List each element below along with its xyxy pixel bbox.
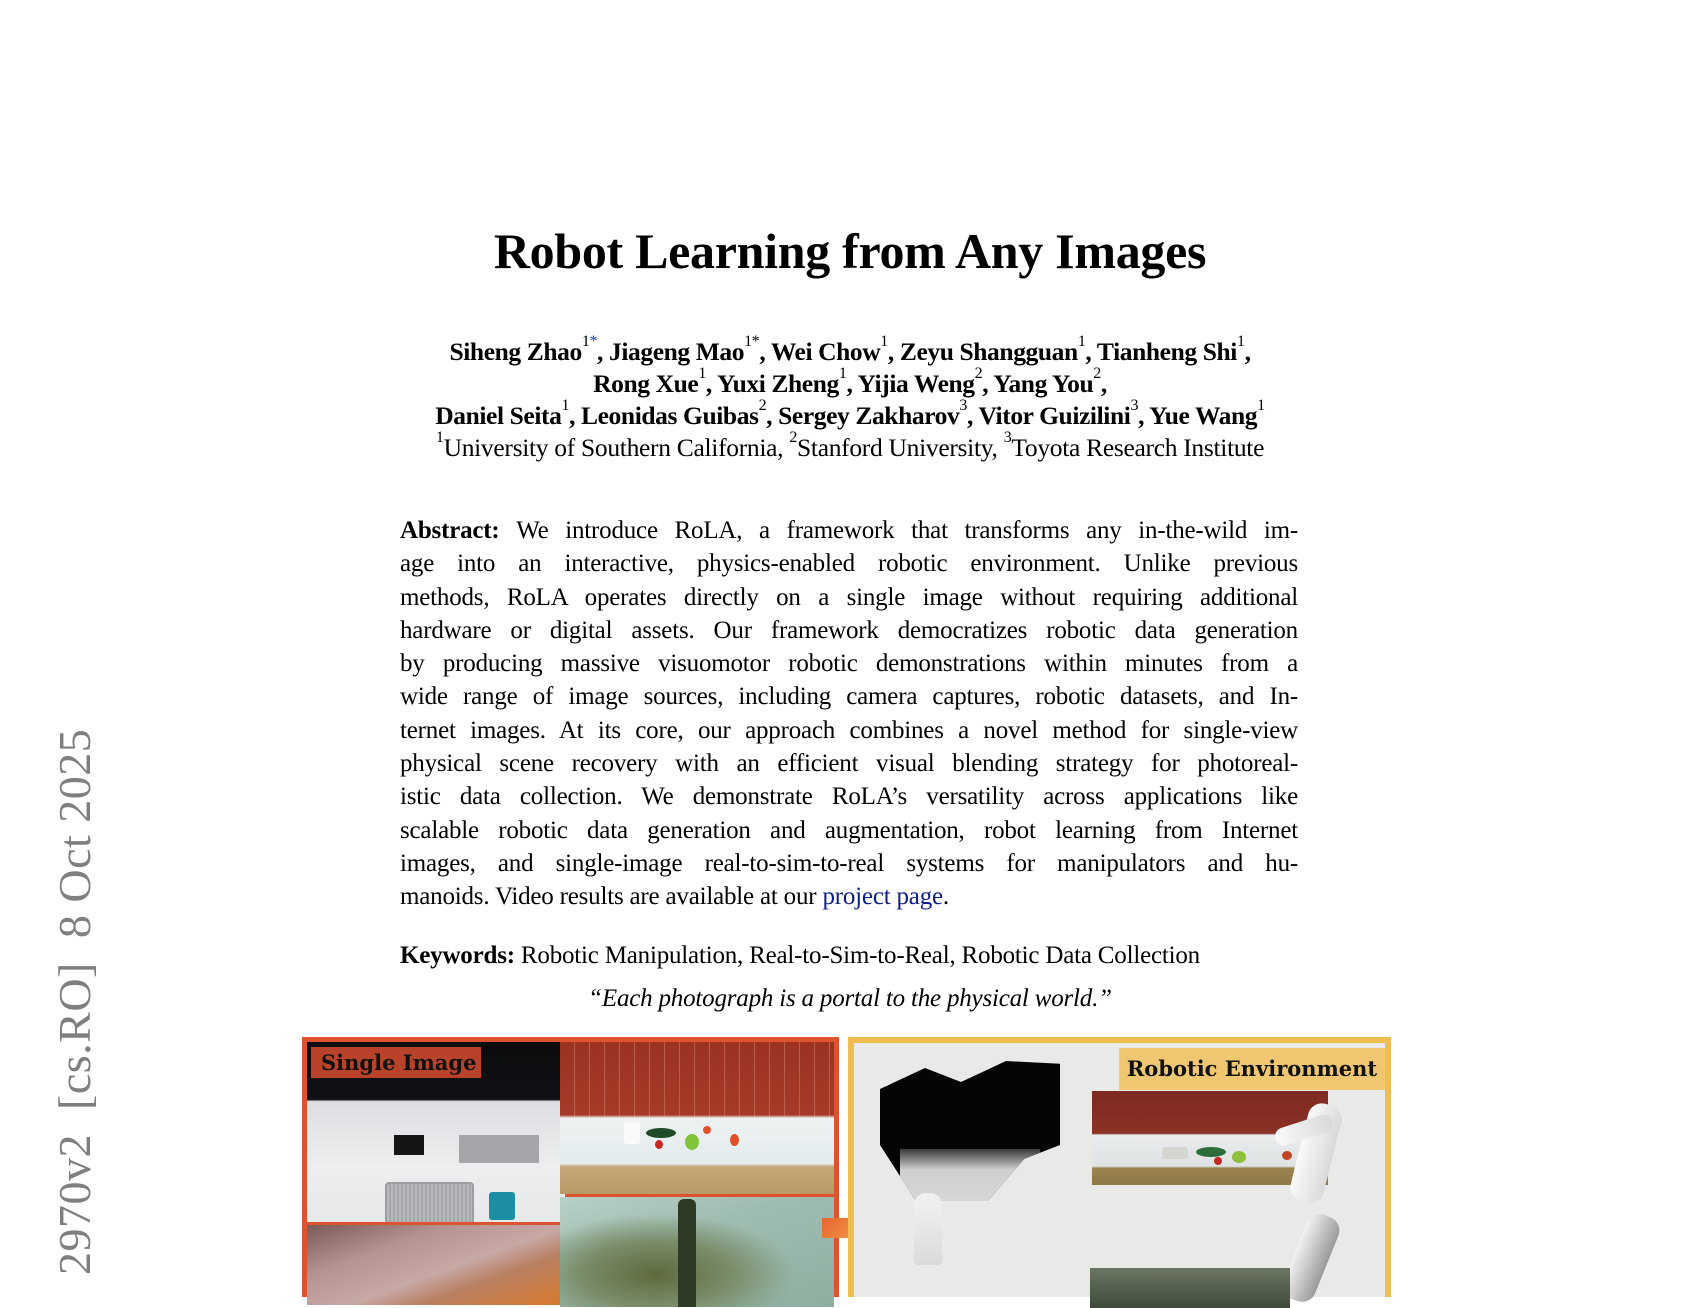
epigraph-quote: “Each photograph is a portal to the physical world.” — [588, 985, 1112, 1012]
affiliation: Toyota Research Institute — [1011, 433, 1265, 462]
author: Wei Chow — [770, 337, 881, 366]
author: Zeyu Shangguan — [899, 337, 1078, 366]
humanoid-robot — [914, 1193, 942, 1265]
author: Yang You — [993, 369, 1094, 398]
author-line-3: Daniel Seita$^1$, Leonidas Guibas$^2$, Sergey Zakharov$^3$, Vitor Guizilini$^3$, Yue Wang$^1$ — [435, 397, 1265, 430]
author: Siheng Zhao — [449, 337, 582, 366]
author-line-1: Siheng Zhao$^{1*}$, Jiageng Mao$^{1*}$, Wei Chow$^1$, Zeyu Shangguan$^1$, Tianheng Shi$^1$, — [449, 333, 1251, 366]
author: Jiageng Mao — [609, 337, 745, 366]
reconstructed-scene-bottom — [1090, 1268, 1290, 1308]
project-page-link[interactable]: project page — [822, 883, 943, 911]
still-life-painting-photo — [560, 1197, 834, 1307]
author: Vitor Guizilini — [978, 401, 1131, 430]
author: Rong Xue — [593, 369, 699, 398]
single-image-panel — [302, 1037, 839, 1297]
equal-contribution-mark: * — [751, 333, 760, 350]
keywords — [400, 942, 1298, 970]
author-line-2: Rong Xue$^1$, Yuxi Zheng$^1$, Yijia Weng$^2$, Yang You$^2$, — [593, 365, 1107, 398]
teaser-figure — [302, 1037, 1391, 1297]
keywords-text: Robotic Manipulation, Real-to-Sim-to-Real, Robotic Data Collection — [520, 942, 1200, 969]
author-list — [0, 333, 1700, 432]
affiliation: University of Southern California — [443, 433, 778, 462]
single-image-label: Single Image — [311, 1047, 481, 1078]
paper-title: Robot Learning from Any Images — [493, 223, 1207, 279]
author: Yijia Weng — [857, 369, 975, 398]
keywords-label: Keywords: — [400, 942, 515, 969]
author: Leonidas Guibas — [581, 401, 759, 430]
arxiv-date: 8 Oct 2025 — [49, 728, 100, 939]
abstract: Abstract: We introduce RoLA, a framework that transforms any in-the-wild im- age into an interactive, physics-enabled robotic environment. Unlike previous methods, RoLA operates directly on a single image without requiring additional hardware or digital assets. Our framework democratizes robotic data generation by producing massive visuomotor robotic demonstrations within minutes from a wide range of image sources, including camera captures, robotic datasets, and In- ternet images. At its core, our approach combines a novel method for single-view physical scene recovery with an efficient visual blending strategy for photoreal- istic data collection. We demonstrate RoLA’s versatility across applications like scalable robotic data generation and augmentation, robot learning from Internet images, and single-image real-to-sim-to-real systems for manipulators and hu- manoids. Video results are available at our project page. — [400, 517, 1298, 911]
author: Yue Wang — [1149, 401, 1258, 430]
arxiv-category: [cs.RO] — [49, 962, 100, 1110]
equal-contribution-mark: * — [589, 333, 598, 350]
author: Daniel Seita — [435, 401, 562, 430]
abstract-label: Abstract: — [400, 517, 500, 544]
wooden-surface-photo — [307, 1225, 563, 1305]
robotic-environment-panel — [848, 1037, 1391, 1297]
author: Yuxi Zheng — [716, 369, 839, 398]
reconstructed-lab-scene — [880, 1061, 1060, 1201]
author: Tianheng Shi — [1096, 337, 1237, 366]
arxiv-id: 2970v2 — [49, 1134, 100, 1275]
affiliation: Stanford University — [797, 433, 992, 462]
author: Sergey Zakharov — [778, 401, 960, 430]
kitchen-counter-photo — [560, 1042, 834, 1194]
robotic-environment-label: Robotic Environment — [1119, 1048, 1385, 1090]
affiliations: $^1$University of Southern California, $^2$Stanford University, $^3$Toyota Research Institute — [435, 429, 1265, 462]
